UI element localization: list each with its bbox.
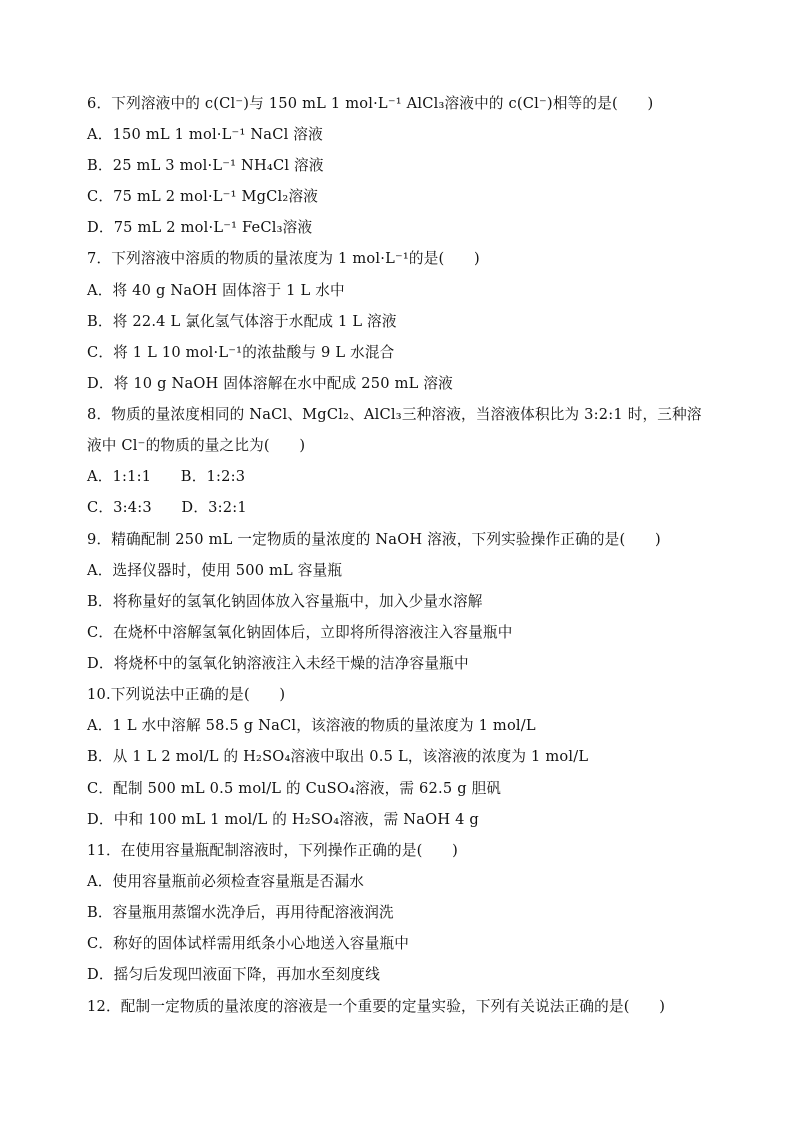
question-6-option-a: A．150 mL 1 mol·L⁻¹ NaCl 溶液 (87, 126, 323, 143)
question-7-stem: 7．下列溶液中溶质的物质的量浓度为 1 mol·L⁻¹的是( ) (87, 250, 480, 267)
question-6-stem: 6．下列溶液中的 c(Cl⁻)与 150 mL 1 mol·L⁻¹ AlCl₃溶液中的 c(Cl⁻)相等的是( ) (87, 95, 654, 112)
question-7-option-c: C．将 1 L 10 mol·L⁻¹的浓盐酸与 9 L 水混合 (87, 344, 395, 361)
question-11-option-d: D．摇匀后发现凹液面下降，再加水至刻度线 (87, 966, 380, 983)
question-6-option-b: B．25 mL 3 mol·L⁻¹ NH₄Cl 溶液 (87, 157, 324, 174)
question-11-stem: 11．在使用容量瓶配制溶液时，下列操作正确的是( ) (87, 842, 459, 859)
question-9-option-c: C．在烧杯中溶解氢氧化钠固体后，立即将所得溶液注入容量瓶中 (87, 624, 513, 641)
question-8-stem-line-1: 8．物质的量浓度相同的 NaCl、MgCl₂、AlCl₃三种溶液，当溶液体积比为 3:2:1 时，三种溶 (87, 406, 702, 423)
question-7-option-a: A．将 40 g NaOH 固体溶于 1 L 水中 (87, 282, 345, 299)
question-9-option-b: B．将称量好的氢氧化钠固体放入容量瓶中，加入少量水溶解 (87, 593, 483, 610)
question-10-option-c: C．配制 500 mL 0.5 mol/L 的 CuSO₄溶液，需 62.5 g 胆矾 (87, 780, 502, 797)
question-7-option-d: D．将 10 g NaOH 固体溶解在水中配成 250 mL 溶液 (87, 375, 453, 392)
question-11-option-a: A．使用容量瓶前必须检查容量瓶是否漏水 (87, 873, 365, 890)
question-8-options-cd: C．3:4:3 D．3:2:1 (87, 499, 247, 516)
question-6-option-d: D．75 mL 2 mol·L⁻¹ FeCl₃溶液 (87, 219, 313, 236)
question-11-option-b: B．容量瓶用蒸馏水洗净后，再用待配溶液润洗 (87, 904, 394, 921)
question-8-options-ab: A．1:1:1 B．1:2:3 (87, 468, 246, 485)
question-11-option-c: C．称好的固体试样需用纸条小心地送入容量瓶中 (87, 935, 410, 952)
question-6-option-c: C．75 mL 2 mol·L⁻¹ MgCl₂溶液 (87, 188, 319, 205)
question-9-stem: 9．精确配制 250 mL 一定物质的量浓度的 NaOH 溶液，下列实验操作正确的是( ) (87, 531, 661, 548)
question-10-option-d: D．中和 100 mL 1 mol/L 的 H₂SO₄溶液，需 NaOH 4 g (87, 811, 479, 828)
question-10-option-a: A．1 L 水中溶解 58.5 g NaCl，该溶液的物质的量浓度为 1 mol/L (87, 717, 536, 734)
question-9-option-d: D．将烧杯中的氢氧化钠溶液注入未经干燥的洁净容量瓶中 (87, 655, 469, 672)
question-9-option-a: A．选择仪器时，使用 500 mL 容量瓶 (87, 562, 343, 579)
question-8-stem-line-2: 液中 Cl⁻的物质的量之比为( ) (87, 437, 306, 454)
question-12-stem: 12．配制一定物质的量浓度的溶液是一个重要的定量实验，下列有关说法正确的是( ) (87, 998, 666, 1015)
question-7-option-b: B．将 22.4 L 氯化氢气体溶于水配成 1 L 溶液 (87, 313, 397, 330)
question-10-stem: 10.下列说法中正确的是( ) (87, 686, 286, 703)
question-10-option-b: B．从 1 L 2 mol/L 的 H₂SO₄溶液中取出 0.5 L，该溶液的浓度为 1 mol/L (87, 748, 589, 765)
